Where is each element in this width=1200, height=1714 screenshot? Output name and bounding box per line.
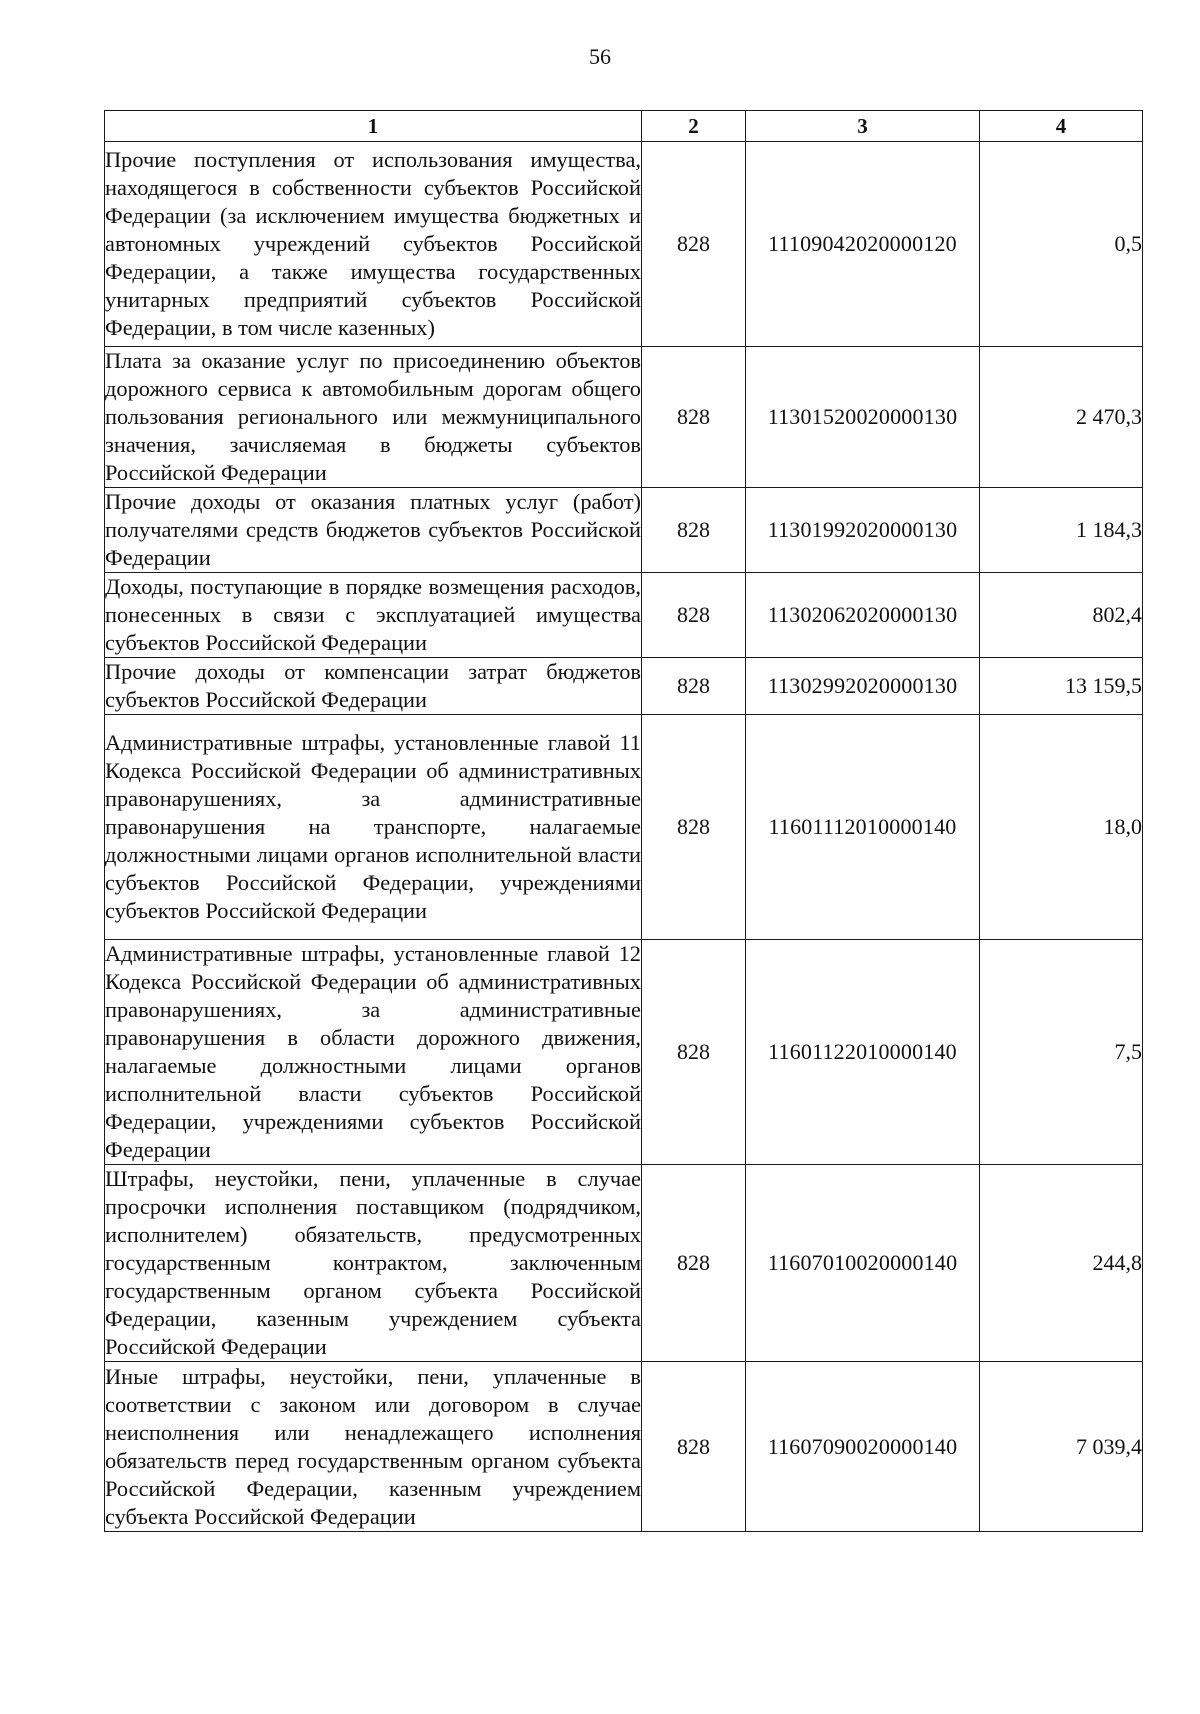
- row-amount: 244,8: [980, 1165, 1143, 1362]
- table-row: [105, 347, 1143, 488]
- table-row: [105, 940, 1143, 1165]
- row-description: Иные штрафы, неустойки, пени, уплаченные в соответствии с законом или договором в случае неисполнения или ненадлежащего исполнения обязательств перед государственным органом субъекта Российской Федерации, казенным учреждением субъекта Российской Федерации: [105, 1362, 642, 1532]
- row-admin-code: 828: [642, 1362, 746, 1532]
- header-col-4: 4: [980, 111, 1143, 142]
- row-budget-code: 11302992020000130: [746, 658, 980, 715]
- table-row: [105, 142, 1143, 347]
- row-budget-code: 11607090020000140: [746, 1362, 980, 1532]
- row-description: Административные штрафы, установленные главой 11 Кодекса Российской Федерации об административных правонарушениях, за административные правонарушения на транспорте, налагаемые должностными лицами органов исполнительной власти субъектов Российской Федерации, учреждениями субъектов Российской Федерации: [105, 715, 642, 940]
- table-row: [105, 488, 1143, 573]
- row-amount: 1 184,3: [980, 488, 1143, 573]
- row-budget-code: 11109042020000120: [746, 142, 980, 347]
- header-col-3: 3: [746, 111, 980, 142]
- table-header-row: [105, 111, 1143, 142]
- header-col-2: 2: [642, 111, 746, 142]
- table-row: [105, 715, 1143, 940]
- row-description: Плата за оказание услуг по присоединению объектов дорожного сервиса к автомобильным дорогам общего пользования регионального или межмуниципального значения, зачисляемая в бюджеты субъектов Российской Федерации: [105, 347, 642, 488]
- revenue-table: [104, 110, 1143, 1532]
- row-description: Административные штрафы, установленные главой 12 Кодекса Российской Федерации об административных правонарушениях, за административные правонарушения в области дорожного движения, налагаемые должностными лицами органов исполнительной власти субъектов Российской Федерации, учреждениями субъектов Российской Федерации: [105, 940, 642, 1165]
- row-admin-code: 828: [642, 940, 746, 1165]
- row-budget-code: 11607010020000140: [746, 1165, 980, 1362]
- row-admin-code: 828: [642, 1165, 746, 1362]
- row-amount: 802,4: [980, 573, 1143, 658]
- row-admin-code: 828: [642, 142, 746, 347]
- row-admin-code: 828: [642, 715, 746, 940]
- row-budget-code: 11601112010000140: [746, 715, 980, 940]
- row-amount: 0,5: [980, 142, 1143, 347]
- row-amount: 18,0: [980, 715, 1143, 940]
- row-admin-code: 828: [642, 573, 746, 658]
- row-amount: 7,5: [980, 940, 1143, 1165]
- row-budget-code: 11301520020000130: [746, 347, 980, 488]
- page-number: 56: [589, 44, 611, 69]
- table-row: [105, 1165, 1143, 1362]
- row-amount: 2 470,3: [980, 347, 1143, 488]
- row-budget-code: 11302062020000130: [746, 573, 980, 658]
- row-budget-code: 11601122010000140: [746, 940, 980, 1165]
- row-description: Доходы, поступающие в порядке возмещения расходов, понесенных в связи с эксплуатацией имущества субъектов Российской Федерации: [105, 573, 642, 658]
- table-row: [105, 573, 1143, 658]
- row-description: Прочие поступления от использования имущества, находящегося в собственности субъектов Российской Федерации (за исключением имущества бюджетных и автономных учреждений субъектов Российской Федерации, а также имущества государственных унитарных предприятий субъектов Российской Федерации, в том числе казенных): [105, 142, 642, 347]
- row-admin-code: 828: [642, 658, 746, 715]
- row-budget-code: 11301992020000130: [746, 488, 980, 573]
- table-row: [105, 658, 1143, 715]
- row-amount: 13 159,5: [980, 658, 1143, 715]
- row-description: Штрафы, неустойки, пени, уплаченные в случае просрочки исполнения поставщиком (подрядчиком, исполнителем) обязательств, предусмотренных государственным контрактом, заключенным государственным органом субъекта Российской Федерации, казенным учреждением субъекта Российской Федерации: [105, 1165, 642, 1362]
- table-row: [105, 1362, 1143, 1532]
- row-description: Прочие доходы от оказания платных услуг (работ) получателями средств бюджетов субъектов Российской Федерации: [105, 488, 642, 573]
- header-col-1: 1: [105, 111, 642, 142]
- row-amount: 7 039,4: [980, 1362, 1143, 1532]
- row-admin-code: 828: [642, 488, 746, 573]
- row-admin-code: 828: [642, 347, 746, 488]
- row-description: Прочие доходы от компенсации затрат бюджетов субъектов Российской Федерации: [105, 658, 642, 715]
